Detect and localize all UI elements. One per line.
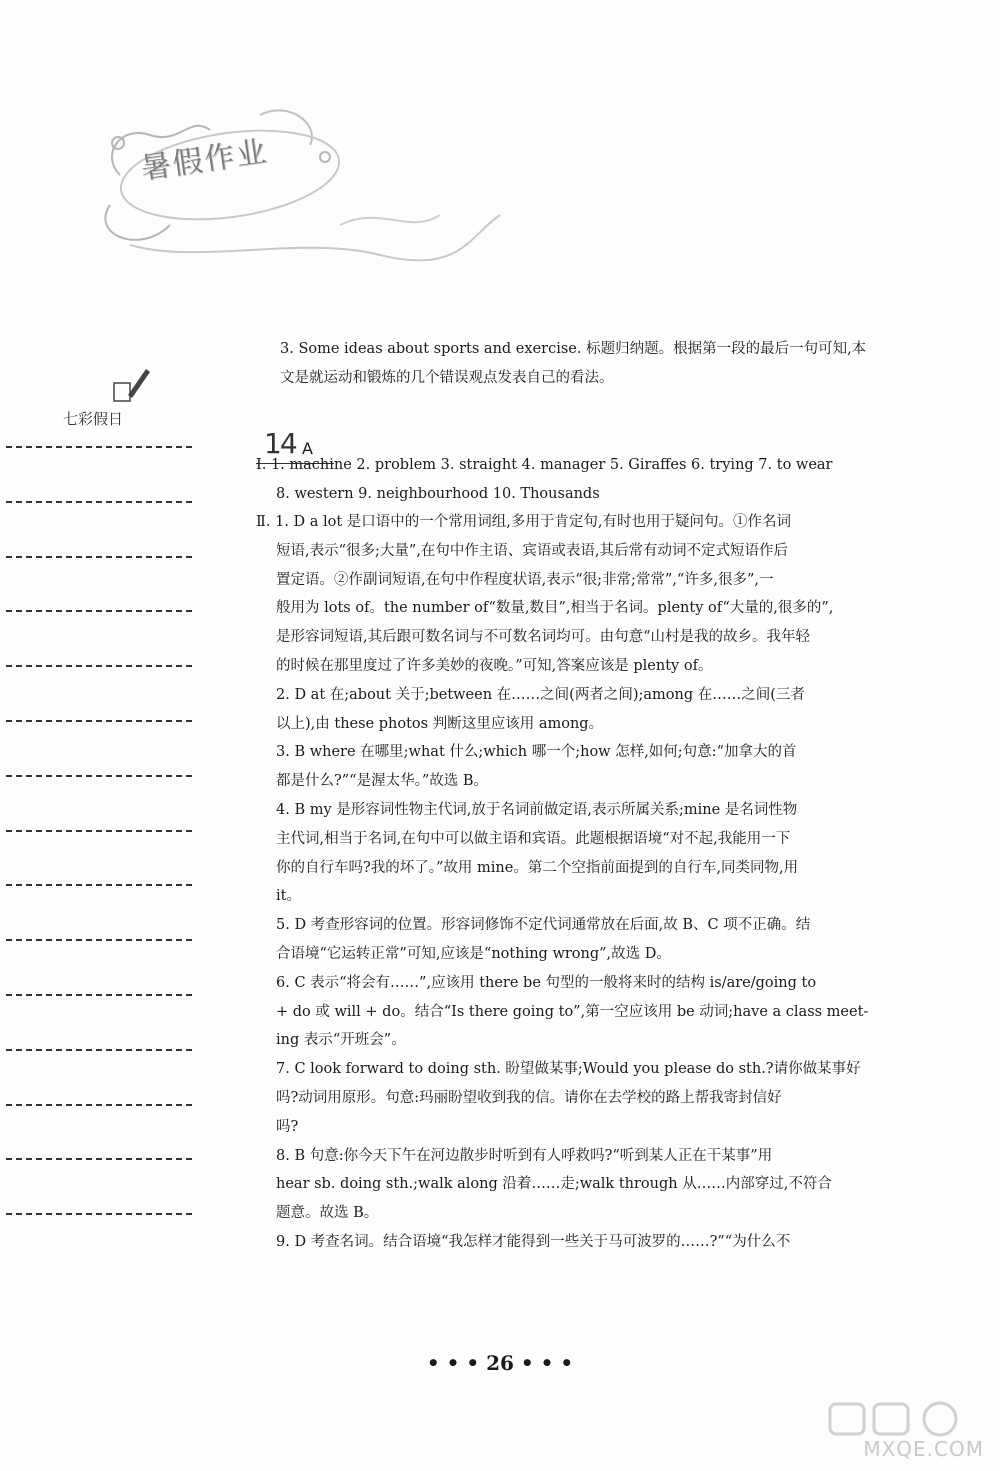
text-line: 吗?动词用原形。句意:玛丽盼望收到我的信。请你在去学校的路上帮我寄封信好: [276, 1089, 782, 1106]
text-line: 你的自行车吗?我的坏了。”故用 mine。第二个空指前面提到的自行车,同类同物,用: [276, 859, 799, 876]
part-two-explanations: [256, 508, 896, 1257]
note-line: [6, 830, 192, 832]
text-line: + do 或 will + do。结合“Is there going to”,第一空应该用 be 动词;have a class meet-: [276, 1003, 869, 1020]
text-line: 的时候在那里度过了许多美妙的夜晚。”可知,答案应该是 plenty of。: [276, 657, 713, 674]
text-line: 8. western 9. neighbourhood 10. Thousands: [276, 485, 600, 502]
note-line: [6, 884, 192, 886]
text-line: 9. D 考查名词。结合语境“我怎样才能得到一些关于马可波罗的……?”“为什么不: [276, 1233, 791, 1250]
note-line: [6, 610, 192, 612]
note-line: [6, 1213, 192, 1215]
note-line: [6, 501, 192, 503]
text-line: 6. C 表示“将会有……”,应该用 there be 句型的一般将来时的结构 is/are/going to: [276, 974, 817, 991]
section-letter: A: [302, 439, 313, 458]
note-line: [6, 446, 192, 448]
note-line: [6, 939, 192, 941]
text-line: 4. B my 是形容词性物主代词,放于名词前做定语,表示所属关系;mine 是名词性物: [276, 801, 798, 818]
text-line: 般用为 lots of。the number of“数量,数目”,相当于名词。plenty of“大量的,很多的”,: [276, 600, 834, 617]
text-line: Ⅰ. 1. machine 2. problem 3. straight 4. manager 5. Giraffes 6. trying 7. to wear: [256, 457, 833, 473]
text-line: 2. D at 在;about 关于;between 在……之间(两者之间);among 在……之间(三者: [276, 686, 805, 703]
intro-paragraph: [280, 335, 890, 393]
text-line: 合语境“它运转正常”可知,应该是“nothing wrong”,故选 D。: [276, 945, 671, 962]
text-line: 3. B where 在哪里;what 什么;which 哪一个;how 怎样,如何;句意:“加拿大的首: [276, 744, 797, 761]
text-line: it。: [276, 888, 301, 905]
note-lines: [6, 446, 192, 1268]
note-line: [6, 556, 192, 558]
text-line: 都是什么?”“是渥太华。”故选 B。: [276, 773, 489, 790]
text-line: 7. C look forward to doing sth. 盼望做某事;Would you please do sth.?请你做某事好: [276, 1061, 861, 1078]
text-line: 主代词,相当于名词,在句中可以做主语和宾语。此题根据语境“对不起,我能用一下: [276, 830, 791, 847]
text-line: 短语,表示“很多;大量”,在句中作主语、宾语或表语,其后常有动词不定式短语作后: [276, 542, 789, 559]
sidebar-label: 七彩假日: [63, 410, 124, 428]
note-line: [6, 1049, 192, 1051]
note-line: [6, 1158, 192, 1160]
text-line: ing 表示“开班会”。: [276, 1032, 406, 1049]
text-line: 是形容词短语,其后跟可数名词与不可数名词均可。由句意“山村是我的故乡。我年轻: [276, 629, 811, 646]
text-line: 文是就运动和锻炼的几个错误观点发表自己的看法。: [280, 369, 614, 386]
part-one-answers: [256, 451, 896, 509]
text-line: 题意。故选 B。: [276, 1205, 379, 1222]
text-line: 5. D 考查形容词的位置。形容词修饰不定代词通常放在后面,故 B、C 项不正确。结: [276, 917, 811, 934]
text-line: 以上),由 these photos 判断这里应该用 among。: [276, 715, 604, 732]
logo-title: 暑假作业: [138, 134, 271, 187]
note-line: [6, 1104, 192, 1106]
text-line: 置定语。②作副词短语,在句中作程度状语,表示“很;非常;常常”,“许多,很多”,一: [276, 571, 774, 588]
text-line: hear sb. doing sth.;walk along 沿着……走;walk through 从……内部穿过,不符合: [276, 1176, 832, 1193]
text-line: 吗?: [276, 1118, 299, 1135]
note-line: [6, 775, 192, 777]
note-line: [6, 720, 192, 722]
page-number: • • • 26 • • •: [426, 1351, 574, 1375]
note-line: [6, 994, 192, 996]
pen-icon: [110, 363, 155, 408]
text-line: 8. B 句意:你今天下午在河边散步时听到有人呼救吗?“听到某人正在干某事”用: [276, 1147, 773, 1164]
watermark-icon: [790, 1400, 990, 1440]
logo-ornament-icon: [80, 95, 510, 295]
watermark-text: MXQE.COM: [863, 1437, 984, 1461]
note-line: [6, 665, 192, 667]
section-number: 14: [264, 427, 296, 460]
summer-homework-logo: [80, 95, 510, 295]
text-line: Ⅱ. 1. D a lot 是口语中的一个常用词组,多用于肯定句,有时也用于疑问句。①作名词: [256, 514, 792, 530]
text-line: 3. Some ideas about sports and exercise. 标题归纳题。根据第一段的最后一句可知,本: [280, 341, 867, 357]
